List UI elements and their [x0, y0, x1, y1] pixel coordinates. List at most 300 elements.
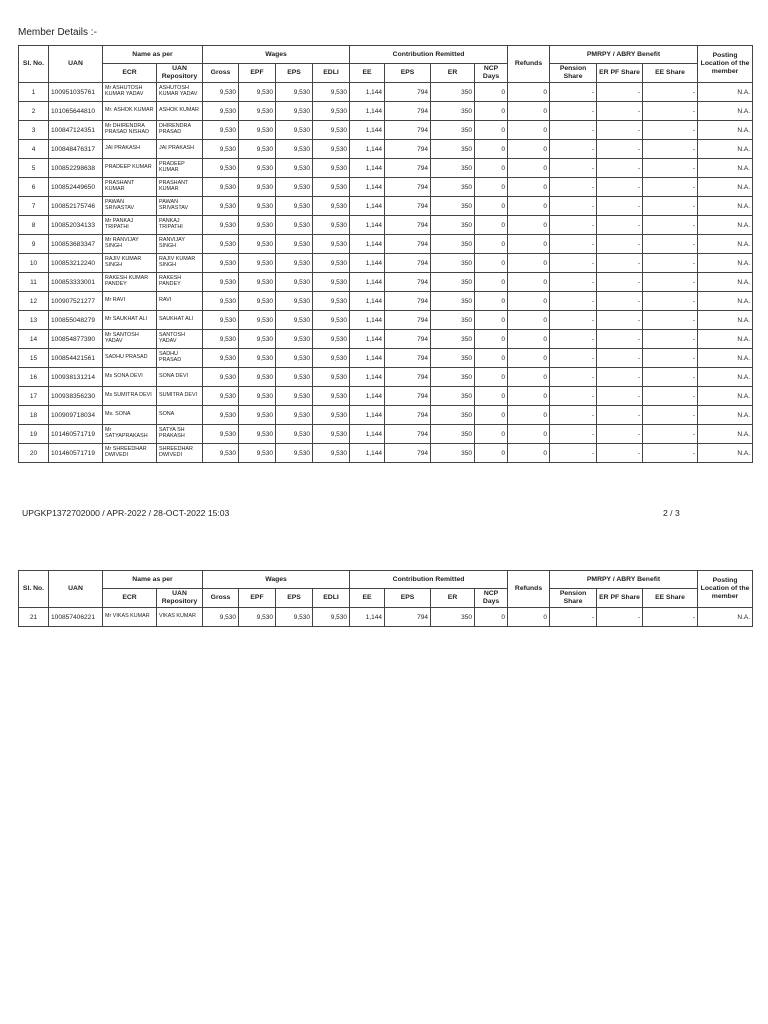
cell-uan: 100854421561: [49, 349, 103, 368]
cell-posting-location: N.A.: [698, 425, 753, 444]
cell-contribution-eps: 794: [385, 197, 431, 216]
cell-contribution-eps: 794: [385, 235, 431, 254]
cell-edli: 9,530: [313, 425, 350, 444]
cell-sl-no: 5: [19, 159, 49, 178]
cell-sl-no: 10: [19, 254, 49, 273]
cell-contribution-eps: 794: [385, 406, 431, 425]
section-title: Member Details :-: [18, 27, 97, 38]
cell-pension-share: -: [550, 159, 597, 178]
cell-epf: 9,530: [239, 444, 276, 463]
header-ee-share: EE Share: [643, 64, 698, 83]
cell-contribution-eps: 794: [385, 368, 431, 387]
cell-repository-name: ASHUTOSH KUMAR YADAV: [157, 83, 203, 102]
table-row: [19, 292, 753, 311]
member-rows-page-1: [19, 83, 753, 463]
cell-uan: 100853683347: [49, 235, 103, 254]
cell-ee-share: -: [643, 387, 698, 406]
cell-refunds: 0: [508, 368, 550, 387]
cell-ee: 1,144: [350, 387, 385, 406]
cell-ee-share: -: [643, 425, 698, 444]
cell-refunds: 0: [508, 425, 550, 444]
cell-er-pf-share: -: [597, 425, 643, 444]
cell-refunds: 0: [508, 178, 550, 197]
cell-repository-name: VIKAS KUMAR: [157, 608, 203, 627]
cell-ee: 1,144: [350, 197, 385, 216]
cell-eps: 9,530: [276, 330, 313, 349]
cell-sl-no: 8: [19, 216, 49, 235]
cell-repository-name: SANTOSH YADAV: [157, 330, 203, 349]
cell-sl-no: 9: [19, 235, 49, 254]
cell-er: 350: [431, 102, 475, 121]
cell-contribution-eps: 794: [385, 349, 431, 368]
header-edli: EDLI: [313, 64, 350, 83]
table-row: [19, 330, 753, 349]
table-row: [19, 387, 753, 406]
cell-uan: 100852034133: [49, 216, 103, 235]
header-uan: UAN: [49, 571, 103, 608]
cell-ecr-name: PRASHANT KUMAR: [103, 178, 157, 197]
cell-uan: 100852449650: [49, 178, 103, 197]
table-row: [19, 349, 753, 368]
cell-sl-no: 4: [19, 140, 49, 159]
cell-eps: 9,530: [276, 368, 313, 387]
cell-repository-name: DHIRENDRA PRASAD: [157, 121, 203, 140]
cell-uan: 100857406221: [49, 608, 103, 627]
header-eps: EPS: [276, 64, 313, 83]
cell-er-pf-share: -: [597, 406, 643, 425]
cell-eps: 9,530: [276, 425, 313, 444]
cell-contribution-eps: 794: [385, 159, 431, 178]
cell-ee-share: -: [643, 273, 698, 292]
cell-ecr-name: Mr SAUKHAT ALI: [103, 311, 157, 330]
cell-pension-share: -: [550, 140, 597, 159]
cell-epf: 9,530: [239, 159, 276, 178]
header-refunds: Refunds: [508, 571, 550, 608]
cell-sl-no: 17: [19, 387, 49, 406]
cell-posting-location: N.A.: [698, 83, 753, 102]
cell-pension-share: -: [550, 102, 597, 121]
cell-ecr-name: Mr ASHUTOSH KUMAR YADAV: [103, 83, 157, 102]
footer-reference: UPGKP1372702000 / APR-2022 / 28-OCT-2022 15:03: [22, 508, 230, 518]
cell-ee: 1,144: [350, 292, 385, 311]
cell-ecr-name: RAJIV KUMAR SINGH: [103, 254, 157, 273]
cell-er-pf-share: -: [597, 121, 643, 140]
cell-epf: 9,530: [239, 254, 276, 273]
cell-ee: 1,144: [350, 273, 385, 292]
cell-pension-share: -: [550, 608, 597, 627]
cell-ncp-days: 0: [475, 608, 508, 627]
cell-refunds: 0: [508, 235, 550, 254]
cell-er-pf-share: -: [597, 83, 643, 102]
header-ee-share: EE Share: [643, 589, 698, 608]
cell-ee: 1,144: [350, 425, 385, 444]
cell-gross: 9,530: [203, 140, 239, 159]
table-row: [19, 254, 753, 273]
cell-er: 350: [431, 368, 475, 387]
cell-contribution-eps: 794: [385, 608, 431, 627]
cell-repository-name: PRADEEP KUMAR: [157, 159, 203, 178]
cell-epf: 9,530: [239, 406, 276, 425]
table-row: [19, 121, 753, 140]
cell-ee-share: -: [643, 140, 698, 159]
cell-epf: 9,530: [239, 121, 276, 140]
cell-ncp-days: 0: [475, 159, 508, 178]
header-er-pf-share: ER PF Share: [597, 64, 643, 83]
cell-refunds: 0: [508, 102, 550, 121]
cell-epf: 9,530: [239, 425, 276, 444]
cell-posting-location: N.A.: [698, 273, 753, 292]
header-sl-no: Sl. No.: [19, 571, 49, 608]
header-sl-no: Sl. No.: [19, 46, 49, 83]
cell-uan: 100853333001: [49, 273, 103, 292]
cell-sl-no: 16: [19, 368, 49, 387]
cell-eps: 9,530: [276, 406, 313, 425]
cell-contribution-eps: 794: [385, 444, 431, 463]
cell-epf: 9,530: [239, 273, 276, 292]
cell-ncp-days: 0: [475, 311, 508, 330]
cell-ee-share: -: [643, 368, 698, 387]
cell-eps: 9,530: [276, 102, 313, 121]
cell-ee: 1,144: [350, 178, 385, 197]
cell-er-pf-share: -: [597, 330, 643, 349]
cell-pension-share: -: [550, 444, 597, 463]
cell-repository-name: RANVIJAY SINGH: [157, 235, 203, 254]
cell-pension-share: -: [550, 235, 597, 254]
cell-repository-name: SUMITRA DEVI: [157, 387, 203, 406]
cell-ecr-name: Ms SONA DEVI: [103, 368, 157, 387]
cell-ee-share: -: [643, 254, 698, 273]
cell-eps: 9,530: [276, 197, 313, 216]
cell-epf: 9,530: [239, 292, 276, 311]
header-ecr: ECR: [103, 64, 157, 83]
header-edli: EDLI: [313, 589, 350, 608]
cell-ecr-name: JAI PRAKASH: [103, 140, 157, 159]
cell-ee: 1,144: [350, 349, 385, 368]
cell-edli: 9,530: [313, 216, 350, 235]
cell-ee: 1,144: [350, 608, 385, 627]
cell-er: 350: [431, 349, 475, 368]
header-epf: EPF: [239, 64, 276, 83]
cell-sl-no: 3: [19, 121, 49, 140]
header-uan: UAN: [49, 46, 103, 83]
cell-repository-name: PAWAN SRIVASTAV: [157, 197, 203, 216]
cell-uan: 100852298638: [49, 159, 103, 178]
cell-epf: 9,530: [239, 83, 276, 102]
cell-ncp-days: 0: [475, 216, 508, 235]
table-row: [19, 368, 753, 387]
cell-pension-share: -: [550, 406, 597, 425]
cell-refunds: 0: [508, 292, 550, 311]
cell-ee-share: -: [643, 216, 698, 235]
cell-sl-no: 12: [19, 292, 49, 311]
cell-sl-no: 19: [19, 425, 49, 444]
cell-posting-location: N.A.: [698, 254, 753, 273]
cell-er-pf-share: -: [597, 387, 643, 406]
table-row: [19, 608, 753, 627]
cell-uan: 101460571719: [49, 425, 103, 444]
cell-er-pf-share: -: [597, 140, 643, 159]
cell-pension-share: -: [550, 349, 597, 368]
cell-edli: 9,530: [313, 83, 350, 102]
cell-er: 350: [431, 311, 475, 330]
cell-ee-share: -: [643, 121, 698, 140]
cell-repository-name: SHREEDHAR DWIVEDI: [157, 444, 203, 463]
cell-epf: 9,530: [239, 235, 276, 254]
cell-er-pf-share: -: [597, 235, 643, 254]
table-row: [19, 406, 753, 425]
cell-gross: 9,530: [203, 197, 239, 216]
cell-ecr-name: PAWAN SRIVASTAV: [103, 197, 157, 216]
cell-uan: 100938356230: [49, 387, 103, 406]
cell-er: 350: [431, 444, 475, 463]
cell-er: 350: [431, 197, 475, 216]
cell-ncp-days: 0: [475, 349, 508, 368]
cell-ee: 1,144: [350, 121, 385, 140]
cell-refunds: 0: [508, 406, 550, 425]
cell-posting-location: N.A.: [698, 608, 753, 627]
table-row: [19, 83, 753, 102]
cell-eps: 9,530: [276, 83, 313, 102]
cell-er-pf-share: -: [597, 273, 643, 292]
cell-repository-name: SONA: [157, 406, 203, 425]
cell-gross: 9,530: [203, 121, 239, 140]
cell-epf: 9,530: [239, 608, 276, 627]
cell-ncp-days: 0: [475, 121, 508, 140]
cell-er: 350: [431, 83, 475, 102]
cell-ecr-name: Mr PANKAJ TRIPATHI: [103, 216, 157, 235]
cell-epf: 9,530: [239, 330, 276, 349]
cell-edli: 9,530: [313, 406, 350, 425]
table-row: [19, 444, 753, 463]
cell-ee-share: -: [643, 159, 698, 178]
cell-gross: 9,530: [203, 83, 239, 102]
cell-ee-share: -: [643, 311, 698, 330]
cell-er-pf-share: -: [597, 159, 643, 178]
cell-edli: 9,530: [313, 311, 350, 330]
table-row: [19, 197, 753, 216]
cell-epf: 9,530: [239, 216, 276, 235]
cell-er: 350: [431, 273, 475, 292]
cell-gross: 9,530: [203, 254, 239, 273]
cell-contribution-eps: 794: [385, 216, 431, 235]
cell-epf: 9,530: [239, 349, 276, 368]
cell-er: 350: [431, 235, 475, 254]
cell-sl-no: 14: [19, 330, 49, 349]
cell-pension-share: -: [550, 254, 597, 273]
cell-contribution-eps: 794: [385, 178, 431, 197]
cell-gross: 9,530: [203, 387, 239, 406]
cell-ncp-days: 0: [475, 197, 508, 216]
cell-eps: 9,530: [276, 254, 313, 273]
cell-edli: 9,530: [313, 444, 350, 463]
cell-ee: 1,144: [350, 254, 385, 273]
header-pension-share: Pension Share: [550, 64, 597, 83]
cell-contribution-eps: 794: [385, 292, 431, 311]
cell-ee: 1,144: [350, 159, 385, 178]
cell-ecr-name: Mr SANTOSH YADAV: [103, 330, 157, 349]
cell-sl-no: 2: [19, 102, 49, 121]
cell-sl-no: 20: [19, 444, 49, 463]
cell-refunds: 0: [508, 330, 550, 349]
cell-contribution-eps: 794: [385, 83, 431, 102]
cell-epf: 9,530: [239, 197, 276, 216]
cell-ncp-days: 0: [475, 444, 508, 463]
cell-sl-no: 15: [19, 349, 49, 368]
cell-contribution-eps: 794: [385, 254, 431, 273]
cell-gross: 9,530: [203, 235, 239, 254]
cell-posting-location: N.A.: [698, 159, 753, 178]
cell-gross: 9,530: [203, 273, 239, 292]
cell-ecr-name: Mr RANVIJAY SINGH: [103, 235, 157, 254]
cell-epf: 9,530: [239, 102, 276, 121]
cell-ecr-name: Ms SUMITRA DEVI: [103, 387, 157, 406]
header-name-as-per: Name as per: [103, 46, 203, 64]
cell-ee-share: -: [643, 349, 698, 368]
cell-eps: 9,530: [276, 311, 313, 330]
cell-contribution-eps: 794: [385, 311, 431, 330]
cell-eps: 9,530: [276, 273, 313, 292]
header-gross: Gross: [203, 64, 239, 83]
member-rows-page-2: [19, 608, 753, 627]
cell-epf: 9,530: [239, 368, 276, 387]
member-table-page-1: [18, 45, 753, 463]
cell-posting-location: N.A.: [698, 216, 753, 235]
cell-er: 350: [431, 330, 475, 349]
cell-ee-share: -: [643, 102, 698, 121]
cell-sl-no: 11: [19, 273, 49, 292]
header-contribution-eps: EPS: [385, 64, 431, 83]
cell-refunds: 0: [508, 83, 550, 102]
cell-refunds: 0: [508, 140, 550, 159]
header-er: ER: [431, 589, 475, 608]
cell-contribution-eps: 794: [385, 273, 431, 292]
header-wages: Wages: [203, 571, 350, 589]
cell-repository-name: RAKESH PANDEY: [157, 273, 203, 292]
cell-posting-location: N.A.: [698, 178, 753, 197]
cell-pension-share: -: [550, 83, 597, 102]
cell-contribution-eps: 794: [385, 425, 431, 444]
cell-posting-location: N.A.: [698, 292, 753, 311]
header-eps: EPS: [276, 589, 313, 608]
cell-ncp-days: 0: [475, 292, 508, 311]
cell-refunds: 0: [508, 121, 550, 140]
cell-uan: 100854877390: [49, 330, 103, 349]
cell-sl-no: 18: [19, 406, 49, 425]
cell-posting-location: N.A.: [698, 102, 753, 121]
cell-gross: 9,530: [203, 444, 239, 463]
cell-repository-name: RAVI: [157, 292, 203, 311]
cell-posting-location: N.A.: [698, 387, 753, 406]
cell-ncp-days: 0: [475, 330, 508, 349]
cell-repository-name: SADHU PRASAD: [157, 349, 203, 368]
cell-er-pf-share: -: [597, 197, 643, 216]
header-contribution-remitted: Contribution Remitted: [350, 46, 508, 64]
header-uan-repository: UAN Repository: [157, 589, 203, 608]
cell-edli: 9,530: [313, 330, 350, 349]
cell-gross: 9,530: [203, 311, 239, 330]
cell-posting-location: N.A.: [698, 197, 753, 216]
cell-ecr-name: SADHU PRASAD: [103, 349, 157, 368]
cell-edli: 9,530: [313, 368, 350, 387]
cell-eps: 9,530: [276, 216, 313, 235]
cell-er-pf-share: -: [597, 216, 643, 235]
cell-pension-share: -: [550, 216, 597, 235]
cell-gross: 9,530: [203, 368, 239, 387]
cell-posting-location: N.A.: [698, 140, 753, 159]
cell-pension-share: -: [550, 368, 597, 387]
cell-gross: 9,530: [203, 406, 239, 425]
cell-eps: 9,530: [276, 292, 313, 311]
cell-pension-share: -: [550, 178, 597, 197]
table-row: [19, 235, 753, 254]
cell-refunds: 0: [508, 159, 550, 178]
cell-eps: 9,530: [276, 235, 313, 254]
cell-ecr-name: RAKESH KUMAR PANDEY: [103, 273, 157, 292]
cell-posting-location: N.A.: [698, 444, 753, 463]
cell-ecr-name: Mr DHIRENDRA PRASAD NISHAD: [103, 121, 157, 140]
cell-uan: 100852175746: [49, 197, 103, 216]
header-posting-location: Posting Location of the member: [698, 46, 753, 83]
cell-ncp-days: 0: [475, 254, 508, 273]
header-epf: EPF: [239, 589, 276, 608]
cell-edli: 9,530: [313, 273, 350, 292]
cell-ecr-name: Mr SATYAPRAKASH: [103, 425, 157, 444]
cell-ee: 1,144: [350, 102, 385, 121]
cell-er-pf-share: -: [597, 102, 643, 121]
cell-uan: 100909718034: [49, 406, 103, 425]
cell-refunds: 0: [508, 311, 550, 330]
cell-posting-location: N.A.: [698, 235, 753, 254]
cell-repository-name: SAUKHAT ALI: [157, 311, 203, 330]
cell-gross: 9,530: [203, 216, 239, 235]
cell-edli: 9,530: [313, 102, 350, 121]
cell-posting-location: N.A.: [698, 406, 753, 425]
cell-refunds: 0: [508, 387, 550, 406]
cell-edli: 9,530: [313, 349, 350, 368]
cell-ncp-days: 0: [475, 235, 508, 254]
cell-ee-share: -: [643, 608, 698, 627]
cell-ee-share: -: [643, 444, 698, 463]
cell-sl-no: 21: [19, 608, 49, 627]
cell-refunds: 0: [508, 444, 550, 463]
cell-edli: 9,530: [313, 197, 350, 216]
footer-page-number: 2 / 3: [663, 508, 680, 518]
cell-ee: 1,144: [350, 83, 385, 102]
cell-gross: 9,530: [203, 608, 239, 627]
cell-er-pf-share: -: [597, 349, 643, 368]
cell-ee: 1,144: [350, 235, 385, 254]
cell-ncp-days: 0: [475, 387, 508, 406]
cell-pension-share: -: [550, 197, 597, 216]
cell-refunds: 0: [508, 608, 550, 627]
header-pmrpy: PMRPY / ABRY Benefit: [550, 46, 698, 64]
cell-refunds: 0: [508, 254, 550, 273]
cell-repository-name: PRASHANT KUMAR: [157, 178, 203, 197]
cell-repository-name: SATYA SH PRAKASH: [157, 425, 203, 444]
cell-er-pf-share: -: [597, 311, 643, 330]
cell-posting-location: N.A.: [698, 330, 753, 349]
cell-edli: 9,530: [313, 254, 350, 273]
cell-ncp-days: 0: [475, 178, 508, 197]
cell-eps: 9,530: [276, 159, 313, 178]
cell-gross: 9,530: [203, 178, 239, 197]
header-contribution-remitted: Contribution Remitted: [350, 571, 508, 589]
cell-contribution-eps: 794: [385, 387, 431, 406]
cell-uan: 100848476317: [49, 140, 103, 159]
cell-edli: 9,530: [313, 159, 350, 178]
table-row: [19, 102, 753, 121]
cell-uan: 101065644810: [49, 102, 103, 121]
